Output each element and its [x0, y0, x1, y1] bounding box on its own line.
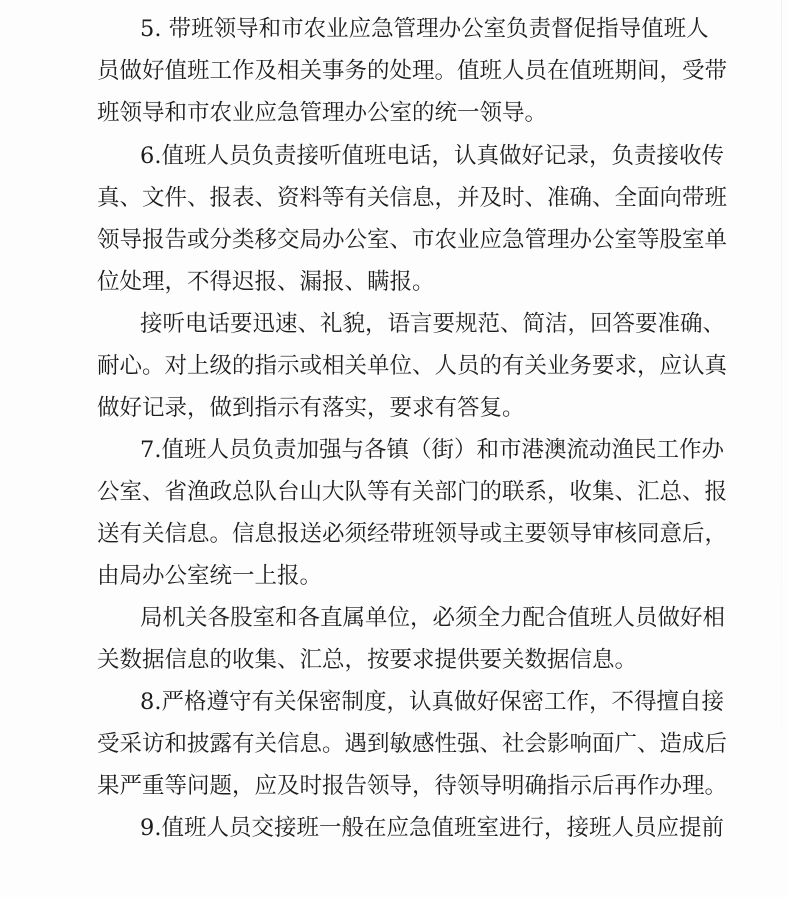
paragraph-8-line-1: 8.严格遵守有关保密制度，认真做好保密工作，不得擅自接	[140, 689, 724, 715]
paragraph-7b-line-2: 关数据信息的收集、汇总，按要求提供要关数据信息。	[97, 647, 638, 673]
paragraph-7b-line-1: 局机关各股室和各直属单位，必须全力配合值班人员做好相	[140, 605, 726, 631]
paragraph-6-line-3: 领导报告或分类移交局办公室、市农业应急管理办公室等股室单	[97, 227, 728, 253]
paragraph-7-line-3: 送有关信息。信息报送必须经带班领导或主要领导审核同意后，	[97, 521, 728, 547]
paragraph-8-line-3: 果严重等问题，应及时报告领导，待领导明确指示后再作办理。	[97, 773, 728, 799]
paragraph-6-line-4: 位处理，不得迟报、漏报、瞒报。	[97, 269, 435, 295]
paragraph-6b-line-2: 耐心。对上级的指示或相关单位、人员的有关业务要求，应认真	[97, 353, 728, 379]
paragraph-6-line-1: 6.值班人员负责接听值班电话，认真做好记录，负责接收传	[140, 143, 724, 169]
paragraph-5-line-3: 班领导和市农业应急管理办公室的统一领导。	[97, 100, 548, 126]
paragraph-6-line-2: 真、文件、报表、资料等有关信息，并及时、准确、全面向带班	[97, 185, 728, 211]
paragraph-9-line-1: 9.值班人员交接班一般在应急值班室进行，接班人员应提前	[140, 815, 724, 841]
paragraph-8-line-2: 受采访和披露有关信息。遇到敏感性强、社会影响面广、造成后	[97, 731, 728, 757]
paragraph-5-line-1: 5. 带班领导和市农业应急管理办公室负责督促指导值班人	[140, 16, 709, 42]
paragraph-7-line-2: 公室、省渔政总队台山大队等有关部门的联系，收集、汇总、报	[97, 479, 728, 505]
paragraph-7-line-4: 由局办公室统一上报。	[97, 563, 323, 589]
paragraph-7-line-1: 7.值班人员负责加强与各镇（街）和市港澳流动渔民工作办	[140, 437, 724, 463]
paragraph-6b-line-3: 做好记录，做到指示有落实，要求有答复。	[97, 395, 525, 421]
scan-edge-shadow	[781, 0, 782, 897]
paragraph-6b-line-1: 接听电话要迅速、礼貌，语言要规范、简洁，回答要准确、	[140, 311, 726, 337]
paragraph-5-line-2: 员做好值班工作及相关事务的处理。值班人员在值班期间，受带	[97, 58, 728, 84]
